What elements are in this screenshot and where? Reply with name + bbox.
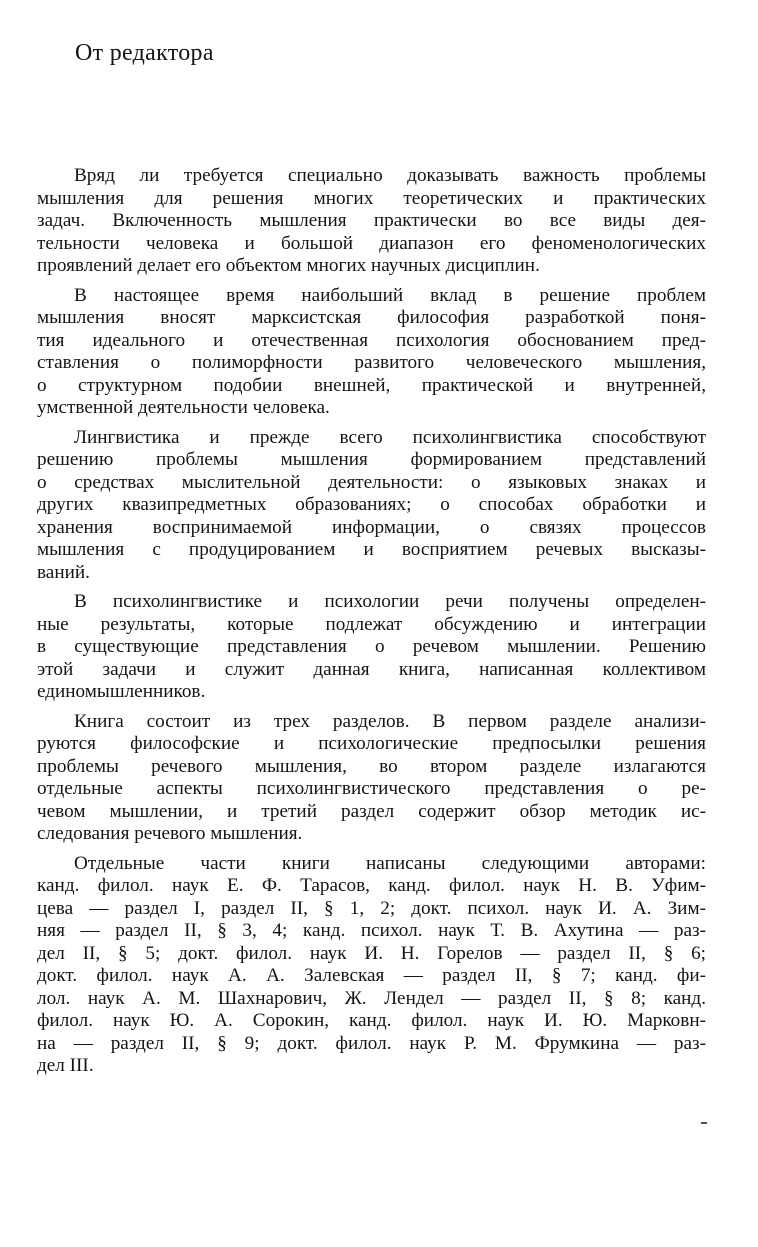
paragraph-2: [37, 285, 706, 420]
paragraph-6: [37, 853, 706, 1078]
text-line: канд. филол. наук Е. Ф. Тарасов, канд. филол. наук Н. В. Уфим-: [37, 875, 706, 896]
paragraph-5: [37, 711, 706, 846]
text-line: отдельные аспекты психолингвистического представления о ре-: [37, 778, 706, 799]
paragraph-1: [37, 165, 706, 278]
text-line: задач. Включенность мышления практически во все виды дея-: [37, 210, 706, 231]
text-line: следования речевого мышления.: [37, 823, 303, 844]
body-text: [37, 165, 706, 1085]
page-title: От редактора: [75, 40, 214, 66]
text-line: умственной деятельности человека.: [37, 397, 330, 418]
text-line: мышления для решения многих теоретических и практических: [37, 187, 706, 209]
text-line: В психолингвистике и психологии речи получены определен-: [74, 591, 706, 612]
text-line: тельности человека и большой диапазон его феноменологических: [37, 232, 706, 254]
text-line: В настоящее время наибольший вклад в решение проблем: [74, 284, 706, 306]
text-line: тия идеального и отечественная психология обоснованием пред-: [37, 329, 706, 351]
text-line: мышления вносят марксистская философия разработкой поня-: [37, 307, 706, 328]
text-line: филол. наук Ю. А. Сорокин, канд. филол. наук И. Ю. Марковн-: [37, 1010, 706, 1031]
text-line: Вряд ли требуется специально доказывать важность проблемы: [74, 165, 706, 186]
text-line: Книга состоит из трех разделов. В первом разделе анализи-: [74, 710, 706, 732]
text-line: проявлений делает его объектом многих научных дисциплин.: [37, 255, 540, 276]
text-line: няя — раздел II, § 3, 4; канд. психол. наук Т. В. Ахутина — раз-: [37, 920, 706, 941]
text-line: ставления о полиморфности развитого человеческого мышления,: [37, 352, 706, 373]
text-line: на — раздел II, § 9; докт. филол. наук Р. М. Фрумкина — раз-: [37, 1032, 706, 1054]
text-line: докт. филол. наук А. А. Залевская — раздел II, § 7; канд. фи-: [37, 965, 706, 986]
text-line: о средствах мыслительной деятельности: о языковых знаках и: [37, 471, 706, 493]
page-mark: [701, 1122, 707, 1124]
text-line: ваний.: [37, 561, 90, 583]
text-line: Отдельные части книги написаны следующими авторами:: [74, 852, 706, 874]
text-line: единомышленников.: [37, 681, 206, 702]
text-line: в существующие представления о речевом мышлении. Решению: [37, 636, 706, 657]
text-line: других квазипредметных образованиях; о способах обработки и: [37, 494, 706, 515]
text-line: о структурном подобии внешней, практической и внутренней,: [37, 374, 706, 396]
paragraph-4: [37, 591, 706, 704]
text-line: проблемы речевого мышления, во втором разделе излагаются: [37, 755, 706, 777]
text-line: лол. наук А. М. Шахнарович, Ж. Лендел — раздел II, § 8; канд.: [37, 987, 706, 1009]
text-line: Лингвистика и прежде всего психолингвистика способствуют: [74, 426, 706, 448]
text-line: дел II, § 5; докт. филол. наук И. Н. Горелов — раздел II, § 6;: [37, 942, 706, 964]
text-line: хранения воспринимаемой информации, о связях процессов: [37, 516, 706, 538]
paragraph-3: [37, 427, 706, 585]
text-line: мышления с продуцированием и восприятием речевых высказы-: [37, 539, 706, 560]
text-line: дел III.: [37, 1055, 94, 1076]
text-line: ные результаты, которые подлежат обсуждению и интеграции: [37, 613, 706, 635]
text-line: руются философские и психологические предпосылки решения: [37, 733, 706, 754]
text-line: решению проблемы мышления формированием представлений: [37, 449, 706, 470]
text-line: цева — раздел I, раздел II, § 1, 2; докт. психол. наук И. А. Зим-: [37, 897, 706, 919]
text-line: этой задачи и служит данная книга, написанная коллективом: [37, 658, 706, 680]
text-line: чевом мышлении, и третий раздел содержит обзор методик ис-: [37, 800, 706, 822]
